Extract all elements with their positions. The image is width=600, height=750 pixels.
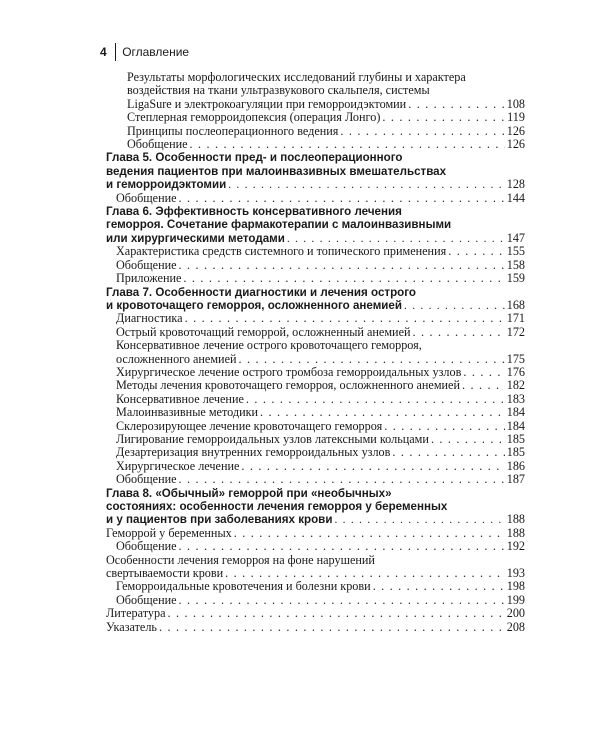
toc-page-number: 188 xyxy=(506,512,525,527)
toc-page-number: 199 xyxy=(506,592,525,607)
toc-entry-title-line: и кровоточащего геморроя, осложненного анемией xyxy=(106,298,402,312)
toc-chapter-entry xyxy=(106,286,525,313)
toc-page-number: 183 xyxy=(506,391,525,406)
dot-leader xyxy=(462,379,505,392)
toc-entry-title-line: воздействия на ткани ультразвукового скальпеля, системы xyxy=(127,83,430,98)
toc-page-number: 200 xyxy=(506,606,525,621)
toc-entry-title-line: Степлерная геморроидопексия (операция Лонго) xyxy=(127,110,381,125)
toc-entry-title-line: Консервативное лечение острого кровоточащего геморроя, xyxy=(116,338,422,353)
toc-entry-title-line: Обобщение xyxy=(116,257,177,272)
toc-entry-title-line: Геморрой у беременных xyxy=(106,525,232,540)
dot-leader xyxy=(260,406,505,419)
toc-entry xyxy=(106,446,525,459)
toc-entry xyxy=(106,527,525,540)
toc-entry xyxy=(106,580,525,593)
dot-leader xyxy=(179,473,505,486)
toc-entry xyxy=(106,339,525,366)
toc-page-number: 126 xyxy=(506,137,525,152)
toc-entry-title-line: Особенности лечения геморроя на фоне нарушений xyxy=(106,552,375,567)
toc-page-number: 187 xyxy=(506,472,525,487)
toc-entry-title-line: Дезартеризация внутренних геморроидальных узлов xyxy=(116,445,391,460)
toc-entry xyxy=(106,312,525,325)
dot-leader xyxy=(179,594,505,607)
toc-entry-title-line: Глава 8. «Обычный» геморрой при «необычных» xyxy=(106,486,392,500)
dot-leader xyxy=(183,272,504,285)
toc-page-number: 184 xyxy=(506,405,525,420)
toc-page-number: 198 xyxy=(506,579,525,594)
toc-entry-title-line: Склерозирующее лечение кровоточащего геморроя xyxy=(116,418,383,433)
toc-entry xyxy=(106,540,525,553)
toc-entry xyxy=(106,366,525,379)
toc-entry xyxy=(106,379,525,392)
toc-entry xyxy=(106,433,525,446)
toc-entry-title-line: Обобщение xyxy=(116,592,177,607)
header-divider xyxy=(115,43,117,61)
dot-leader xyxy=(392,446,504,459)
toc-page-number: 144 xyxy=(506,190,525,205)
dot-leader xyxy=(373,580,505,593)
dot-leader xyxy=(185,312,505,325)
toc-page-number: 147 xyxy=(506,230,525,245)
dot-leader xyxy=(179,540,505,553)
running-header xyxy=(100,42,189,62)
toc-entry-title-line: Глава 5. Особенности пред- и послеоперационного xyxy=(106,151,403,165)
toc-entry xyxy=(106,594,525,607)
toc-entry-title-line: или хирургическими методами xyxy=(106,231,285,245)
toc-entry-title-line: Геморроидальные кровотечения и болезни крови xyxy=(116,579,371,594)
toc-page-number: 172 xyxy=(506,324,525,339)
toc-entry xyxy=(106,71,525,111)
toc-entry-title-line: Лигирование геморроидальных узлов латексными кольцами xyxy=(116,431,429,446)
toc-entry-title-line: осложненного анемией xyxy=(116,351,237,366)
dot-leader xyxy=(190,138,505,151)
toc-page-number: 186 xyxy=(506,458,525,473)
toc-entry xyxy=(106,326,525,339)
dot-leader xyxy=(241,460,504,473)
toc-page-number: 185 xyxy=(506,445,525,460)
dot-leader xyxy=(431,433,505,446)
toc-entry-title-line: Консервативное лечение xyxy=(116,391,244,406)
toc-entry-title-line: Литература xyxy=(106,606,166,621)
toc-entry-title-line: и геморроидэктомии xyxy=(106,178,227,192)
dot-leader xyxy=(287,232,505,245)
toc-entry xyxy=(106,406,525,419)
toc-entry-title-line: Характеристика средств системного и топического применения xyxy=(116,244,447,259)
toc-page-number: 171 xyxy=(506,311,525,326)
toc-page-number: 193 xyxy=(506,566,525,581)
toc-entry-title-line: LigaSure и электрокоагуляции при геморроидэктомии xyxy=(127,96,407,111)
dot-leader xyxy=(413,326,505,339)
dot-leader xyxy=(463,366,504,379)
toc-entry xyxy=(106,192,525,205)
table-of-contents xyxy=(106,71,525,634)
toc-page-number: 128 xyxy=(506,177,525,192)
toc-entry-title-line: Приложение xyxy=(116,271,182,286)
toc-entry-title-line: геморроя. Сочетание фармакотерапии с малоинвазивными xyxy=(106,218,452,232)
toc-entry xyxy=(106,460,525,473)
dot-leader xyxy=(404,299,505,312)
toc-chapter-entry xyxy=(106,205,525,245)
dot-leader xyxy=(228,178,505,191)
toc-entry-title-line: Хирургическое лечение острого тромбоза геморроидальных узлов xyxy=(116,364,462,379)
toc-page-number: 126 xyxy=(506,123,525,138)
toc-page-number: 182 xyxy=(506,378,525,393)
toc-entry xyxy=(106,125,525,138)
toc-entry xyxy=(106,420,525,433)
toc-entry-title-line: свертываемости крови xyxy=(106,566,224,581)
toc-entry xyxy=(106,245,525,258)
toc-chapter-entry xyxy=(106,151,525,191)
toc-page-number: 155 xyxy=(506,244,525,259)
toc-page-number: 188 xyxy=(506,525,525,540)
section-title: Оглавление xyxy=(122,45,190,59)
toc-entry-title-line: Указатель xyxy=(106,619,157,634)
toc-entry-title-line: и у пациентов при заболеваниях крови xyxy=(106,513,333,527)
toc-page-number: 192 xyxy=(506,539,525,554)
toc-entry-title-line: Глава 6. Эффективность консервативного лечения xyxy=(106,205,402,219)
dot-leader xyxy=(234,527,505,540)
toc-entry xyxy=(106,111,525,124)
toc-page-number: 185 xyxy=(506,431,525,446)
toc-page-number: 158 xyxy=(506,257,525,272)
toc-entry xyxy=(106,138,525,151)
dot-leader xyxy=(408,98,505,111)
toc-page-number: 108 xyxy=(506,96,525,111)
toc-entry-title-line: Принципы послеоперационного ведения xyxy=(127,123,339,138)
toc-page-number: 119 xyxy=(507,110,525,125)
dot-leader xyxy=(167,607,504,620)
toc-entry-title-line: Острый кровоточащий геморрой, осложненный анемией xyxy=(116,324,411,339)
page-number: 4 xyxy=(100,45,107,59)
toc-entry xyxy=(106,607,525,620)
dot-leader xyxy=(246,393,505,406)
dot-leader xyxy=(159,621,505,634)
toc-entry xyxy=(106,473,525,486)
toc-entry-title-line: Глава 7. Особенности диагностики и лечения острого xyxy=(106,285,416,299)
dot-leader xyxy=(448,245,505,258)
dot-leader xyxy=(179,192,505,205)
toc-entry-title-line: Обобщение xyxy=(127,137,188,152)
toc-entry-title-line: состояниях: особенности лечения геморроя у беременных xyxy=(106,500,448,513)
toc-entry-title-line: Диагностика xyxy=(116,311,183,326)
toc-entry xyxy=(106,393,525,406)
toc-entry-title-line: Обобщение xyxy=(116,472,177,487)
toc-page-number: 159 xyxy=(506,271,525,286)
toc-entry-title-line: Хирургическое лечение xyxy=(116,458,240,473)
dot-leader xyxy=(179,259,505,272)
toc-page-number: 184 xyxy=(506,418,525,433)
toc-entry-title-line: Малоинвазивные методики xyxy=(116,405,259,420)
toc-entry xyxy=(106,621,525,634)
dot-leader xyxy=(382,111,505,124)
toc-page-number: 176 xyxy=(506,364,525,379)
toc-entry xyxy=(106,554,525,581)
dot-leader xyxy=(384,420,505,433)
toc-entry-title-line: Методы лечения кровоточащего геморроя, осложненного анемией xyxy=(116,378,460,393)
toc-chapter-entry xyxy=(106,487,525,527)
toc-entry-title-line: ведения пациентов при малоинвазивных вмешательствах xyxy=(106,164,447,178)
toc-page-number: 168 xyxy=(506,297,525,312)
dot-leader xyxy=(340,125,504,138)
dot-leader xyxy=(239,353,505,366)
toc-entry xyxy=(106,259,525,272)
toc-entry-title-line: Обобщение xyxy=(116,190,177,205)
toc-page-number: 175 xyxy=(506,351,525,366)
toc-entry-title-line: Обобщение xyxy=(116,539,177,554)
toc-entry xyxy=(106,272,525,285)
toc-page-number: 208 xyxy=(506,619,525,634)
toc-entry-title-line: Результаты морфологических исследований глубины и характера xyxy=(127,70,466,84)
dot-leader xyxy=(334,513,504,526)
dot-leader xyxy=(225,567,505,580)
